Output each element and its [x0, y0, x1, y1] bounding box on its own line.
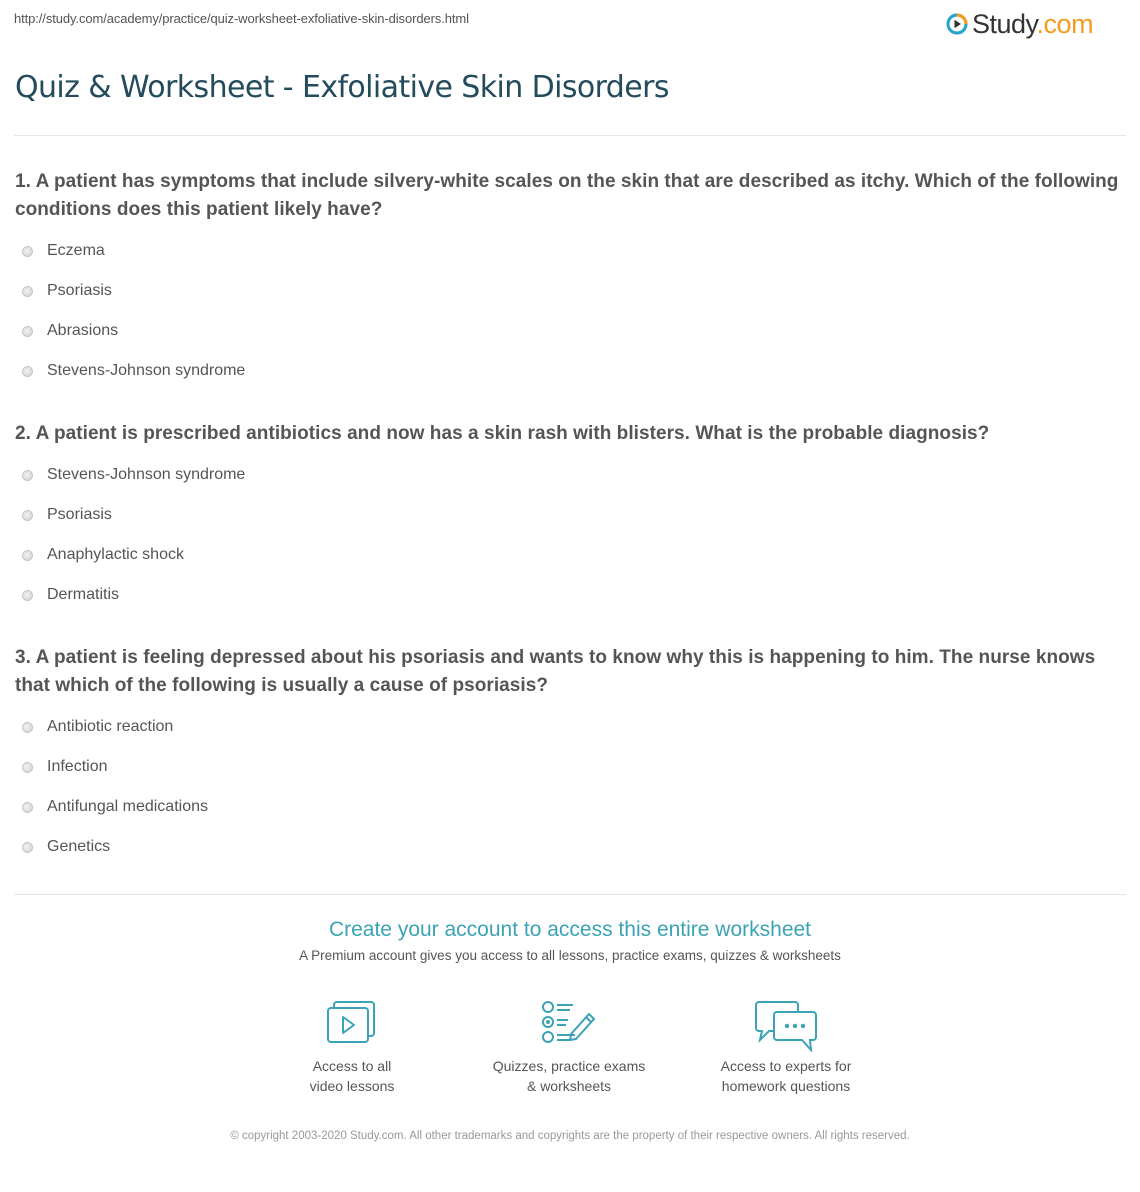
chat-experts-icon — [755, 1000, 817, 1052]
create-account-link[interactable]: Create your account to access this entire worksheet — [328, 918, 812, 941]
radio-button[interactable] — [22, 722, 33, 733]
quiz-checklist-icon — [541, 1000, 597, 1044]
option-q1-c[interactable]: Abrasions — [22, 321, 118, 341]
option-q2-b[interactable]: Psoriasis — [22, 505, 112, 525]
radio-button[interactable] — [22, 366, 33, 377]
page-url: http://study.com/academy/practice/quiz-worksheet-exfoliative-skin-disorders.html — [14, 11, 469, 26]
feature-quizzes — [469, 1000, 669, 1096]
logo-text: Study.com — [972, 9, 1094, 39]
feature-label-line1: Access to experts for — [720, 1058, 852, 1074]
option-q3-a[interactable]: Antibiotic reaction — [22, 717, 173, 737]
radio-button[interactable] — [22, 550, 33, 561]
premium-description: A Premium account gives you access to all lessons, practice exams, quizzes & worksheets — [299, 948, 841, 963]
radio-button[interactable] — [22, 802, 33, 813]
option-q1-d[interactable]: Stevens-Johnson syndrome — [22, 361, 245, 381]
radio-button[interactable] — [22, 590, 33, 601]
option-q1-b[interactable]: Psoriasis — [22, 281, 112, 301]
option-q2-a[interactable]: Stevens-Johnson syndrome — [22, 465, 245, 485]
feature-experts — [686, 1000, 886, 1096]
divider — [14, 135, 1126, 136]
radio-button[interactable] — [22, 470, 33, 481]
radio-button[interactable] — [22, 286, 33, 297]
feature-label-line2: & worksheets — [526, 1078, 612, 1094]
option-q3-b[interactable]: Infection — [22, 757, 107, 777]
feature-video-lessons — [252, 1000, 452, 1096]
page-title: Quiz & Worksheet - Exfoliative Skin Disorders — [15, 70, 669, 105]
radio-button[interactable] — [22, 842, 33, 853]
radio-button[interactable] — [22, 326, 33, 337]
feature-label-line2: homework questions — [721, 1078, 851, 1094]
radio-button[interactable] — [22, 510, 33, 521]
divider — [14, 894, 1126, 895]
question-1: 1. A patient has symptoms that include silvery-white scales on the skin that are described as itchy. Which of the following conditions does this patient likely have? — [15, 171, 1119, 220]
option-q2-c[interactable]: Anaphylactic shock — [22, 545, 184, 565]
option-q3-d[interactable]: Genetics — [22, 837, 110, 857]
play-circle-logo-icon — [946, 13, 968, 35]
option-q3-c[interactable]: Antifungal medications — [22, 797, 208, 817]
radio-button[interactable] — [22, 762, 33, 773]
feature-label-line1: Quizzes, practice exams — [492, 1058, 646, 1074]
feature-label-line2: video lessons — [309, 1078, 395, 1094]
feature-label-line1: Access to all — [312, 1058, 392, 1074]
option-q2-d[interactable]: Dermatitis — [22, 585, 119, 605]
question-3: 3. A patient is feeling depressed about his psoriasis and wants to know why this is happening to him. The nurse knows that which of the following is usually a cause of psoriasis? — [15, 647, 1096, 696]
question-2: 2. A patient is prescribed antibiotics and now has a skin rash with blisters. What is the probable diagnosis? — [15, 423, 990, 444]
study-logo[interactable] — [946, 9, 1093, 39]
video-lessons-icon — [326, 1000, 378, 1044]
option-q1-a[interactable]: Eczema — [22, 241, 105, 261]
copyright-footer: © copyright 2003-2020 Study.com. All other trademarks and copyrights are the property of their respective owners. All rights reserved. — [230, 1130, 910, 1142]
radio-button[interactable] — [22, 246, 33, 257]
